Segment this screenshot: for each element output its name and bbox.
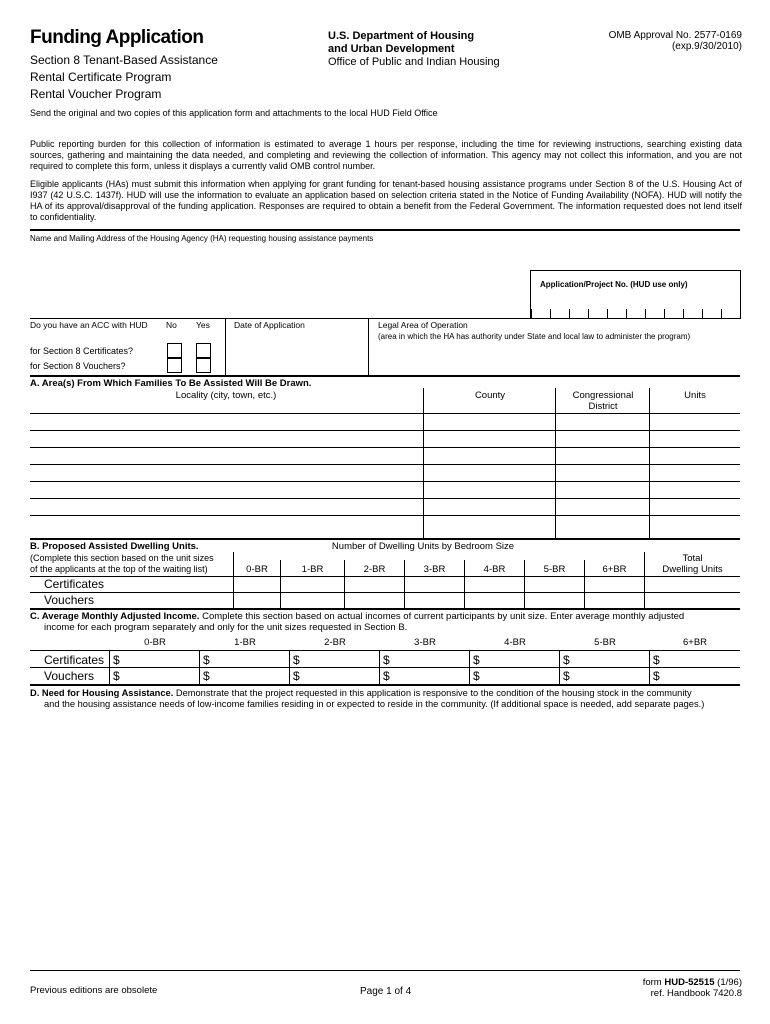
section-a-title: A. Area(s) From Which Families To Be Assisted Will Be Drawn. [30, 378, 312, 389]
name-address-field[interactable] [30, 246, 530, 314]
section-c-vouchers-6br[interactable]: $ [653, 669, 660, 683]
burden-statement: Public reporting burden for this collection of information is estimated to average 1 hours per response, including the time for reviewing instructions, searching existing data sources, gathering and maintaining the data needed, and completing and reviewing the collection of information. This agency may not collect this information, and you are not required to complete this form, unless it displays a currently valid OMB control number. [30, 139, 742, 171]
vouchers-no-checkbox[interactable] [167, 358, 182, 373]
section-c-certificates-6br[interactable]: $ [653, 653, 660, 667]
section-c-col-3br: 3-BR [414, 637, 436, 648]
rule [30, 229, 740, 231]
section-b-row-label-vouchers: Vouchers [44, 593, 95, 607]
rule [225, 318, 226, 375]
certificates-no-checkbox[interactable] [167, 343, 182, 358]
section-a-row[interactable] [30, 414, 740, 430]
section-a-row[interactable] [30, 465, 740, 481]
legal-area-field[interactable] [372, 344, 738, 374]
acc-question: Do you have an ACC with HUD [30, 320, 148, 330]
form-date: (1/96) [714, 977, 742, 988]
section-c-certificates-5br[interactable]: $ [563, 653, 570, 667]
omb-expiration: (exp.9/30/2010) [671, 41, 742, 52]
section-c-row-label-vouchers: Vouchers [44, 669, 95, 683]
legal-area-note: (area in which the HA has authority under State and local law to administer the program) [378, 332, 691, 341]
eligibility-statement: Eligible applicants (HAs) must submit this information when applying for grant funding for tenant-based housing assistance programs under Section 8 of the U.S. Housing Act of I937 (42 U.S.C. 1437f). HUD will use the information to evaluate an application based on selection criteria stated in the Notice of Funding Availability (NOFA). HUD will notify the HA of its approval/disapproval of the funding application. Responses are required to obtain a benefit from the Federal Government. The information requested does not lend itself to confidentiality. [30, 179, 742, 222]
rule [30, 318, 740, 319]
certificates-yes-checkbox[interactable] [196, 343, 211, 358]
section-c-row-label-certificates: Certificates [44, 653, 105, 667]
vouchers-question: for Section 8 Vouchers? [30, 361, 126, 371]
agency-office: Office of Public and Indian Housing [328, 56, 500, 68]
section-c-col-6br: 6+BR [682, 637, 708, 648]
section-c-text-line1 [30, 611, 684, 622]
section-c-vouchers-4br[interactable]: $ [473, 669, 480, 683]
section-c-col-5br: 5-BR [594, 637, 616, 648]
page-number: Page 1 of 4 [360, 986, 412, 997]
agency-name-line1: U.S. Department of Housing [328, 30, 475, 42]
section-a-row[interactable] [30, 431, 740, 447]
section-c-col-2br: 2-BR [324, 637, 346, 648]
section-a-locality-header: Locality (city, town, etc.) [175, 390, 277, 401]
rule [30, 538, 740, 540]
section-c-certificates-3br[interactable]: $ [383, 653, 390, 667]
acc-yes-label: Yes [196, 320, 210, 330]
send-instructions: Send the original and two copies of this application form and attachments to the local HUD Field Office [30, 108, 438, 118]
certificates-question: for Section 8 Certificates? [30, 346, 134, 356]
acc-no-label: No [166, 320, 177, 330]
form-prefix: form [642, 977, 665, 988]
section-a-units-header: Units [684, 390, 706, 401]
handbook-reference: ref. Handbook 7420.8 [650, 988, 742, 999]
section-a-district-header-1: Congressional [572, 390, 634, 401]
section-c-vouchers-1br[interactable]: $ [203, 669, 210, 683]
date-of-application-field[interactable] [230, 332, 365, 372]
section-a-row[interactable] [30, 482, 740, 498]
rule [30, 375, 740, 377]
date-of-application-label: Date of Application [234, 320, 305, 330]
section-b-col-2br: 2-BR [363, 564, 386, 575]
section-b-col-5br: 5-BR [543, 564, 566, 575]
section-b-col-6br: 6+BR [602, 564, 627, 575]
program-name-2: Rental Certificate Program [30, 70, 172, 84]
section-c-certificates-4br[interactable]: $ [473, 653, 480, 667]
section-b-vouchers-row[interactable] [234, 593, 740, 608]
section-d-instructions: Demonstrate that the project requested in this application is responsive to the condition of the housing stock in the community [175, 688, 692, 698]
section-b-note-2: of the applicants at the top of the waiting list) [30, 564, 208, 574]
form-number: HUD-52515 [664, 977, 715, 988]
omb-approval: OMB Approval No. 2577-0169 [608, 30, 742, 41]
section-b-title: B. Proposed Assisted Dwelling Units. [30, 541, 199, 552]
section-b-col-3br: 3-BR [423, 564, 446, 575]
need-for-assistance-field[interactable] [30, 714, 740, 968]
section-d-title: D. Need for Housing Assistance. [30, 688, 174, 698]
rule [30, 970, 740, 971]
section-c-col-1br: 1-BR [234, 637, 256, 648]
page-title: Funding Application [30, 27, 204, 48]
section-c-vouchers-3br[interactable]: $ [383, 669, 390, 683]
rule [30, 608, 740, 610]
section-a-row[interactable] [30, 516, 740, 537]
section-b-row-label-certificates: Certificates [44, 577, 105, 591]
section-d-text-line1 [30, 688, 692, 699]
rule [30, 667, 740, 668]
section-a-row[interactable] [30, 499, 740, 515]
form-id [643, 977, 742, 988]
name-address-label: Name and Mailing Address of the Housing Agency (HA) requesting housing assistance payments [30, 234, 374, 243]
rule [368, 318, 369, 375]
section-c-vouchers-0br[interactable]: $ [113, 669, 120, 683]
section-c-col-4br: 4-BR [504, 637, 526, 648]
program-name-3: Rental Voucher Program [30, 87, 162, 101]
section-b-total-header-1: Total [682, 553, 703, 564]
previous-editions-note: Previous editions are obsolete [30, 985, 158, 996]
section-a-row[interactable] [30, 448, 740, 464]
agency-name-line2: and Urban Development [328, 43, 455, 55]
rule [30, 684, 740, 686]
section-c-col-0br: 0-BR [144, 637, 166, 648]
legal-area-label: Legal Area of Operation [378, 320, 468, 330]
section-c-title: C. Average Monthly Adjusted Income. [30, 611, 200, 622]
section-a-county-header: County [474, 390, 506, 401]
section-b-col-4br: 4-BR [483, 564, 506, 575]
section-b-group-header: Number of Dwelling Units by Bedroom Size [331, 541, 515, 552]
section-a-district-header-2: District [588, 401, 618, 412]
vouchers-yes-checkbox[interactable] [196, 358, 211, 373]
section-b-total-header-2: Dwelling Units [662, 564, 723, 575]
section-c-instructions: Complete this section based on actual incomes of current participants by unit size. Enter average monthly adjusted [202, 611, 685, 622]
section-c-certificates-2br[interactable]: $ [293, 653, 300, 667]
section-b-certificates-row[interactable] [234, 577, 740, 592]
rule [30, 650, 740, 651]
section-c-text-line2: income for each program separately and only for the unit sizes requested in Section B. [44, 622, 408, 633]
section-b-col-0br: 0-BR [246, 564, 268, 575]
program-name-1: Section 8 Tenant-Based Assistance [30, 53, 218, 67]
application-project-label: Application/Project No. (HUD use only) [540, 280, 688, 289]
section-c-certificates-1br[interactable]: $ [203, 653, 210, 667]
section-c-vouchers-5br[interactable]: $ [563, 669, 570, 683]
section-b-col-1br: 1-BR [301, 564, 324, 575]
section-c-certificates-0br[interactable]: $ [113, 653, 120, 667]
application-project-ticks [531, 309, 739, 318]
section-d-text-line2: and the housing assistance needs of low-income families residing in or expected to reside in the community. (If additional space is needed, add separate pages.) [44, 699, 705, 709]
section-b-note-1: (Complete this section based on the unit sizes [30, 553, 214, 563]
section-c-vouchers-2br[interactable]: $ [293, 669, 300, 683]
